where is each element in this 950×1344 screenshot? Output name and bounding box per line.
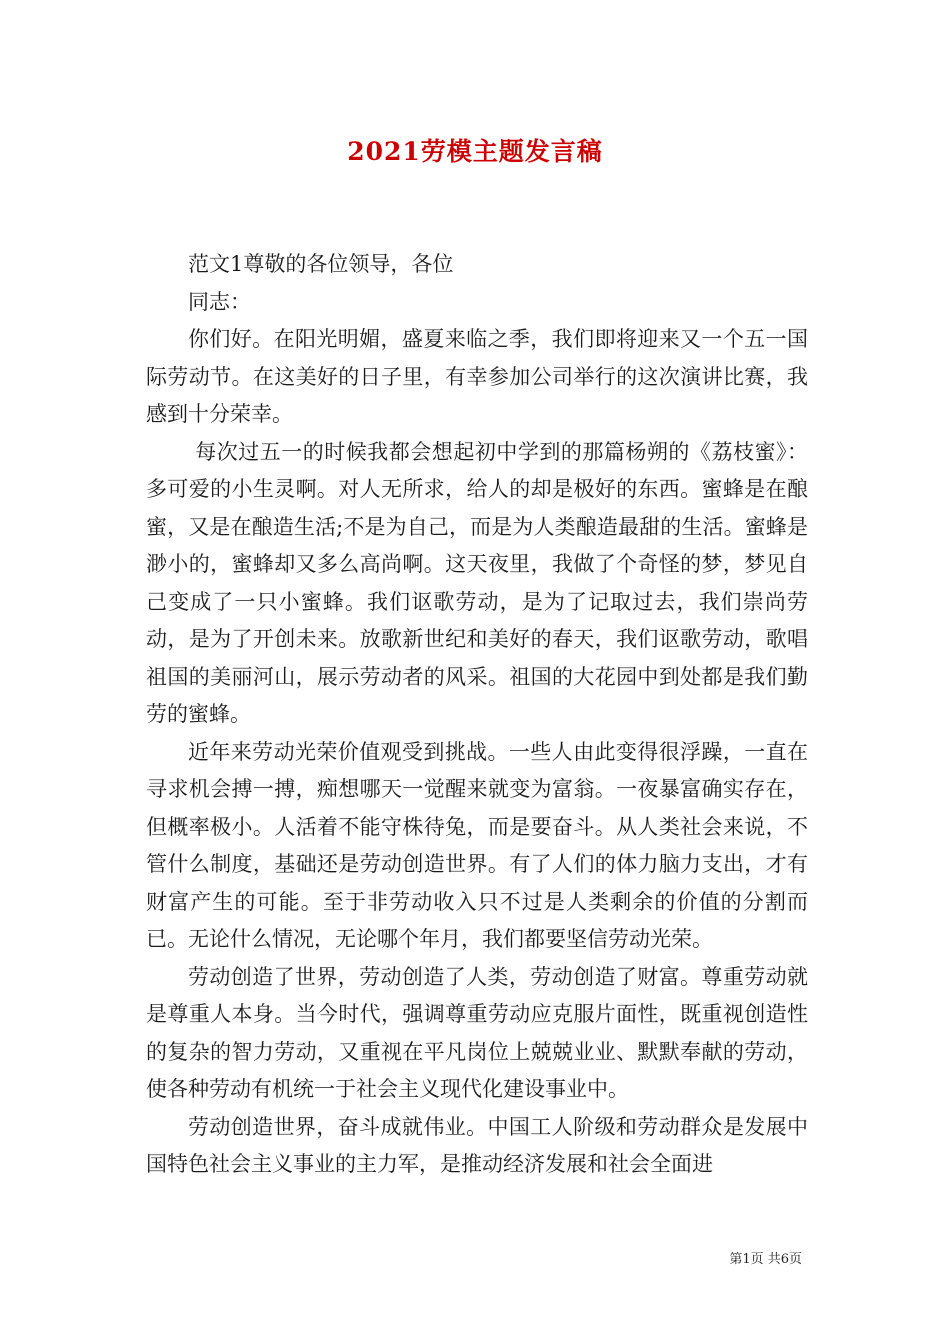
- paragraph: 你们好。在阳光明媚，盛夏来临之季，我们即将迎来又一个五一国际劳动节。在这美好的日子里，有幸参加公司举行的这次演讲比赛，我感到十分荣幸。: [146, 327, 808, 426]
- paragraph: 劳动创造世界，奋斗成就伟业。中国工人阶级和劳动群众是发展中国特色社会主义事业的主力军，是推动经济发展和社会全面进: [146, 1114, 808, 1176]
- paragraph-salutation-cont: 同志：: [188, 289, 251, 314]
- paragraph: 劳动创造了世界，劳动创造了人类，劳动创造了财富。尊重劳动就是尊重人本身。当今时代，强调尊重劳动应克服片面性，既重视创造性的复杂的智力劳动，又重视在平凡岗位上兢兢业业、默默奉献的劳动，使各种劳动有机统一于社会主义现代化建设事业中。: [146, 964, 808, 1101]
- paragraph: 每次过五一的时候我都会想起初中学到的那篇杨朔的《荔枝蜜》：多可爱的小生灵啊。对人无所求，给人的却是极好的东西。蜜蜂是在酿蜜，又是在酿造生活;不是为自己，而是为人类酿造最甜的生活。蜜蜂是渺小的，蜜蜂却又多么高尚啊。这天夜里，我做了个奇怪的梦，梦见自己变成了一只小蜜蜂。我们讴歌劳动，是为了记取过去，我们崇尚劳动，是为了开创未来。放歌新世纪和美好的春天，我们讴歌劳动，歌唱祖国的美丽河山，展示劳动者的风采。祖国的大花园中到处都是我们勤劳的蜜蜂。: [146, 439, 808, 726]
- document-title: 2021劳模主题发言稿: [347, 137, 603, 166]
- paragraph: 近年来劳动光荣价值观受到挑战。一些人由此变得很浮躁，一直在寻求机会搏一搏，痴想哪天一觉醒来就变为富翁。一夜暴富确实存在，但概率极小。人活着不能守株待兔，而是要奋斗。从人类社会来说，不管什么制度，基础还是劳动创造世界。有了人们的体力脑力支出，才有财富产生的可能。至于非劳动收入只不过是人类剩余的价值的分割而已。无论什么情况，无论哪个年月，我们都要坚信劳动光荣。: [146, 739, 808, 951]
- paragraph-salutation: 范文1尊敬的各位领导，各位: [188, 252, 454, 276]
- page-number: 第1页 共6页: [729, 1252, 802, 1267]
- document-body: [146, 246, 808, 1184]
